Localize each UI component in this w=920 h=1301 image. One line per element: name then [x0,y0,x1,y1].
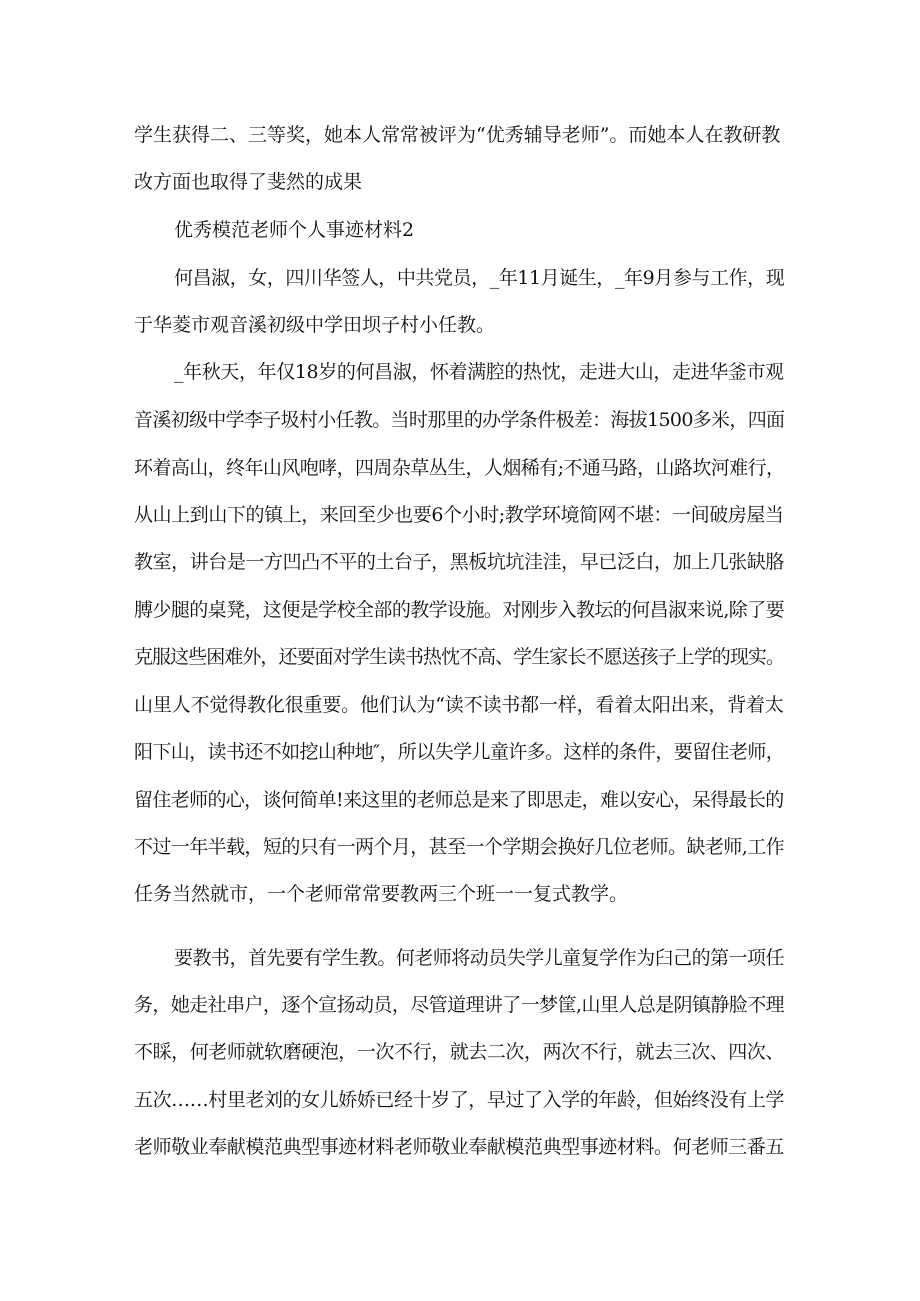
paragraph-line: 山里人不觉得教化很重要。他们认为“读不读书都一样，看着太阳出来，背着太 [134,694,784,716]
paragraph-line: 不睬，何老师就软磨硬泡，一次不行，就去二次，两次不行，就去三次、四次、 [134,1041,785,1063]
paragraph-line: 克服这些困难外，还要面对学生读书热忱不高、学生家长不愿送孩子上学的现实。 [134,646,785,668]
paragraph-line: 于华菱市观音溪初级中学田坝子村小任教。 [134,314,496,336]
paragraph-line: 音溪初级中学李子圾村小任教。当时那里的办学条件极差：海拔1500多米，四面 [134,409,785,431]
paragraph-line: 老师敬业奉献模范典型事迹材料老师敬业奉献模范典型事迹材料。何老师三番五 [134,1136,785,1158]
paragraph-line: 从山上到山下的镇上，来回至少也要6个小时;教学环境简网不堪：一间破房屋当 [134,504,784,526]
paragraph-line: 务，她走社串户，逐个宣扬动员，尽管道理讲了一梦筐,山里人总是阴镇静脸不理 [134,994,785,1016]
paragraph-line: 学生获得二、三等奖，她本人常常被评为“优秀辅导老师”。而她本人在教研教 [134,124,781,146]
paragraph-line: 不过一年半载，短的只有一两个月，甚至一个学期会换好几位老师。缺老师,工作 [134,836,785,858]
paragraph-line: 任务当然就市，一个老师常常要教两三个班一一复式教学。 [134,883,629,905]
paragraph-line: _年秋天，年仅18岁的何昌淑，怀着满腔的热忱，走进大山，走进华釜市观 [174,361,784,383]
paragraph-line: 环着高山，终年山风咆哮，四周杂草丛生，人烟稀有;不通马路，山路坎河难行， [134,457,785,479]
paragraph-line: 何昌淑，女，四川华签人，中共党员，_年11月诞生，_年9月参与工作，现 [174,267,785,289]
paragraph-line: 要教书，首先要有学生教。何老师将动员失学儿童复学作为臼己的第一项任 [174,947,785,969]
paragraph-line: 改方面也取得了斐然的成果 [134,171,363,193]
paragraph-line: 留住老师的心，谈何简单!来这里的老师总是来了即思走，难以安心，呆得最长的 [134,789,784,811]
paragraph-line: 膊少腿的桌凳，这便是学校全部的教学设施。对刚步入教坛的何昌淑来说,除了要 [134,599,785,621]
paragraph-line: 五次……村里老刘的女儿娇娇已经十岁了，早过了入学的年龄，但始终没有上学 [134,1089,785,1111]
section-heading: 优秀模范老师个人事迹材料2 [174,219,415,241]
paragraph-line: 教室，讲台是一方凹凸不平的土台子，黑板坑坑洼洼，早已泛白，加上几张缺胳 [134,551,785,573]
paragraph-line: 阳下山，读书还不如挖山种地″，所以失学儿童许多。这样的条件，要留住老师， [134,741,785,763]
